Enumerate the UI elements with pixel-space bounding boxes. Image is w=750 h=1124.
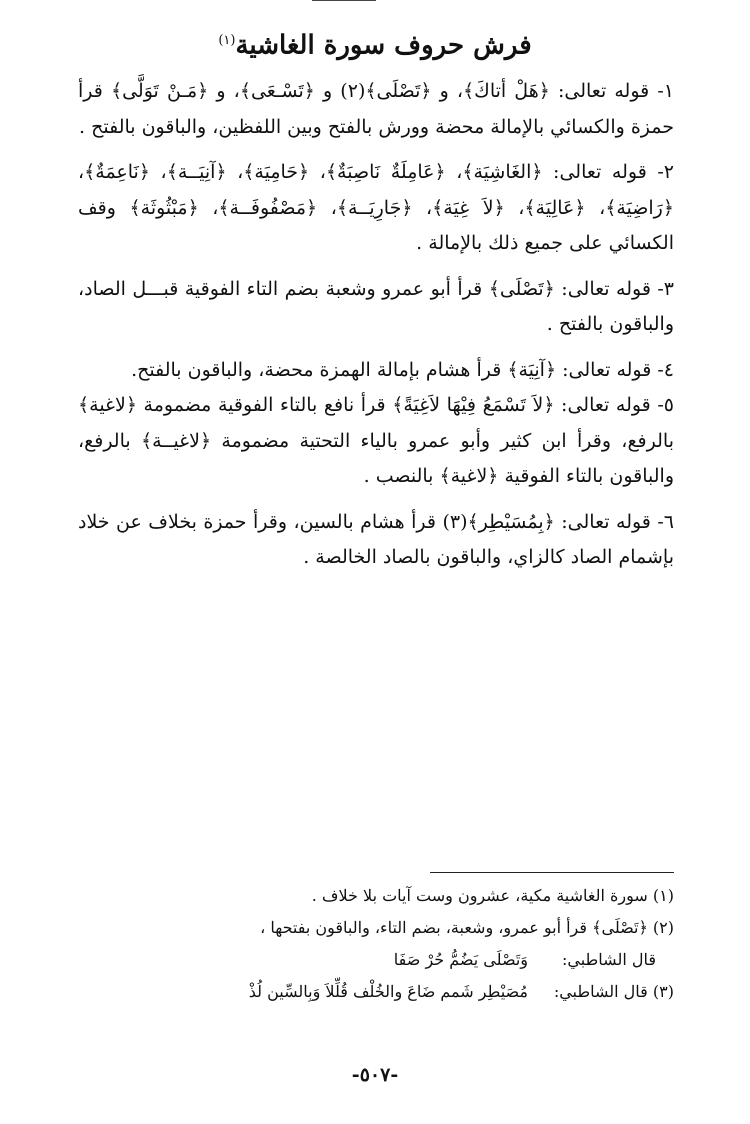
paragraph-2: ٢- قوله تعالى: ﴿الغَاشِيَة﴾، ﴿عَامِلَةٌ نَاصِبَةٌ﴾، ﴿حَامِيَة﴾، ﴿آنِيَــة﴾، ﴿نَاعِمَةٌ﴾، ﴿رَاضِيَة﴾، ﴿عَالِيَة﴾، ﴿لاَ غِيَة﴾، ﴿جَارِيَــة﴾، ﴿مَصْفُوفَــة﴾، ﴿مَبْثُوثَة﴾ وقف الكسائي على جميع ذلك بالإمالة . xyxy=(78,161,674,254)
title-text: فرش حروف سورة الغاشية xyxy=(235,30,532,61)
page-title xyxy=(0,22,750,65)
footnote-3 xyxy=(78,976,674,1008)
footnotes xyxy=(78,880,674,1008)
footnote-2-label: قال الشاطبي: xyxy=(562,950,656,969)
footnote-divider xyxy=(430,872,674,873)
footnote-3-label: (٣) قال الشاطبي: xyxy=(553,982,674,1001)
paragraph-4: ٤- قوله تعالى: ﴿آنِيَة﴾ قرأ هشام بإمالة الهمزة محضة، والباقون بالفتح. xyxy=(131,358,674,381)
paragraph-1: ١- قوله تعالى: ﴿هَلْ أتاكَ﴾، و ﴿تَصْلَى﴾(٢) و ﴿تَسْـعَى﴾، و ﴿مَـنْ تَوَلَّى﴾ قرأ حمزة والكسائي بالإمالة محضة وورش بالفتح وبين اللفظين، والباقون بالفتح . xyxy=(78,80,674,138)
main-text xyxy=(78,74,674,576)
footnote-2: (٢) ﴿تَصْلَى﴾ قرأ أبو عمرو، وشعبة، بضم التاء، والباقون بفتحها ، xyxy=(260,918,674,937)
paragraph-6: ٦- قوله تعالى: ﴿بِمُسَيْطِر﴾(٣) قرأ هشام بالسين، وقرأ حمزة بخلاف عن خلاد بإشمام الصاد كالزاي، والباقون بالصاد الخالصة . xyxy=(78,510,674,568)
footnote-1: (١) سورة الغاشية مكية، عشرون وست آيات بلا خلاف . xyxy=(311,886,674,905)
footnote-2-verse-line xyxy=(78,944,674,976)
footnote-2-verse: وَتَصْلَى يَضُمُّ حُرْ صَفَا xyxy=(393,950,528,969)
page-number: -٥٠٧- xyxy=(351,1064,399,1086)
title-footnote-ref: (١) xyxy=(218,33,236,48)
footnote-3-verse: مُصَيْطِر شَمم ضَاعَ والخُلْف قُلِّلاَ وَبِالسِّين لُذْ xyxy=(248,982,528,1001)
paragraph-5: ٥- قوله تعالى: ﴿لاَ تَسْمَعُ فِيْهَا لاَغِيَةً﴾ قرأ نافع بالتاء الفوقية مضمومة ﴿لاغية﴾ بالرفع، وقرأ ابن كثير وأبو عمرو بالياء التحتية مضمومة ﴿لاغيــة﴾ بالرفع، والباقون بالتاء الفوقية ﴿لاغية﴾ بالنصب . xyxy=(78,394,674,487)
paragraph-3: ٣- قوله تعالى: ﴿تَصْلَى﴾ قرأ أبو عمرو وشعبة بضم التاء الفوقية قبـــل الصاد، والباقون بالفتح . xyxy=(78,277,674,335)
top-rule xyxy=(312,0,376,1)
